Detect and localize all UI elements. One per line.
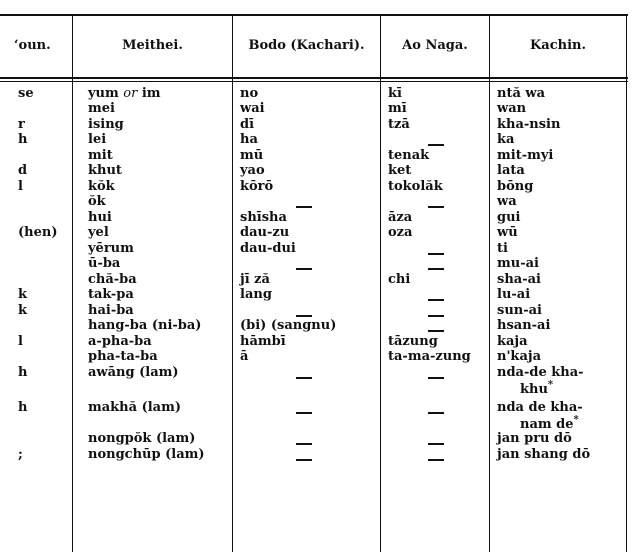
table-top-rule (0, 14, 628, 16)
empty-cell-dash (428, 268, 444, 270)
table-cell-c4: nda-de kha- (497, 365, 584, 380)
table-cell-c3: chi (388, 272, 411, 287)
table-cell-c4: mu-ai (497, 256, 539, 271)
table-cell-c0: l (18, 334, 23, 349)
table-cell-c2: jī ză (240, 272, 270, 287)
table-cell-c2: lang (240, 287, 272, 302)
table-cell-c0: ; (18, 447, 23, 462)
table-cell-c1: hai-ba (88, 303, 134, 318)
table-cell-c0: r (18, 117, 25, 132)
table-cell-c3: tzā (388, 117, 410, 132)
empty-cell-dash (428, 144, 444, 146)
table-cell-c4: lata (497, 163, 525, 178)
table-cell-c3: kī (388, 86, 402, 101)
table-cell-c1: ising (88, 117, 124, 132)
table-cell-c0: l (18, 179, 23, 194)
table-cell-c2: hāmbī (240, 334, 286, 349)
table-cell-c1: nongpŏk (lam) (88, 431, 196, 446)
table-cell-c1: hui (88, 210, 112, 225)
table-cell-c4: sun-ai (497, 303, 542, 318)
table-cell-c1: ū-ba (88, 256, 121, 271)
table-cell-c2: (bi) (sangnu) (240, 318, 337, 333)
table-cell-c1: mit (88, 148, 113, 163)
header-second-rule (0, 81, 628, 82)
table-cell-c1: yel (88, 225, 109, 240)
table-cell-c4: hsan-ai (497, 318, 551, 333)
table-cell-c2: ā (240, 349, 249, 364)
table-cell-c2: kōrō (240, 179, 274, 194)
table-cell-c3: tāzung (388, 334, 438, 349)
table-cell-c1: ŏk (88, 194, 106, 209)
table-cell-c4: kaja (497, 334, 528, 349)
table-cell-c4: jan pru dō (497, 431, 572, 446)
table-cell-c0: h (18, 132, 28, 147)
table-cell-c0: k (18, 287, 28, 302)
table-cell-c0: k (18, 303, 28, 318)
table-cell-c1: pha-ta-ba (88, 349, 158, 364)
table-cell-c2: yao (240, 163, 265, 178)
empty-cell-dash (428, 299, 444, 301)
col-divider-2 (232, 14, 233, 552)
table-cell-c4: gui (497, 210, 521, 225)
empty-cell-dash (428, 253, 444, 255)
empty-cell-dash (428, 443, 444, 445)
header-bodo-kachari: Bodo (Kachari). (248, 38, 365, 53)
empty-cell-dash (428, 377, 444, 379)
empty-cell-dash (428, 459, 444, 461)
header-meithei: Meithei. (122, 38, 183, 53)
table-cell-c2: ha (240, 132, 258, 147)
col-divider-4 (489, 14, 490, 552)
table-cell-c1: kŏk (88, 179, 115, 194)
table-cell-c1: chă-ba (88, 272, 137, 287)
empty-cell-dash (428, 315, 444, 317)
table-cell-c0: se (18, 86, 34, 101)
table-cell-c4-continuation (520, 414, 579, 432)
table-cell-c2: shīsha (240, 210, 287, 225)
empty-cell-dash (296, 315, 312, 317)
table-cell-c2: dau-dui (240, 241, 296, 256)
table-cell-c3: ket (388, 163, 412, 178)
table-cell-c4: lu-ai (497, 287, 531, 302)
table-cell-c2: mū (240, 148, 264, 163)
empty-cell-dash (296, 443, 312, 445)
table-cell-c3: tokolăk (388, 179, 443, 194)
table-cell-c4: bōng (497, 179, 534, 194)
table-cell-c3: mī (388, 101, 407, 116)
table-cell-c4: n'kaja (497, 349, 541, 364)
table-cell-c4: sha-ai (497, 272, 541, 287)
footnote-asterisk: * (547, 379, 554, 391)
table-cell-c1: mei (88, 101, 115, 116)
table-cell-c3: oza (388, 225, 413, 240)
table-cell-c1: makhă (lam) (88, 400, 182, 415)
empty-cell-dash (296, 459, 312, 461)
table-cell-c2: dī (240, 117, 255, 132)
empty-cell-dash (428, 206, 444, 208)
table-cell-c4: wa (497, 194, 517, 209)
continuation-text: nam de (520, 417, 574, 432)
table-cell-c2: dau-zu (240, 225, 290, 240)
table-cell-c4: nda de kha- (497, 400, 583, 415)
empty-cell-dash (428, 330, 444, 332)
empty-cell-dash (296, 377, 312, 379)
table-cell-c4: ntă wa (497, 86, 546, 101)
table-cell-c4: ti (497, 241, 508, 256)
header-noun: ʻoun. (14, 38, 51, 53)
table-cell-c1: lei (88, 132, 107, 147)
table-cell-c1: hang-ba (ni-ba) (88, 318, 202, 333)
table-cell-c4: wan (497, 101, 527, 116)
table-cell-c1: tak-pa (88, 287, 134, 302)
empty-cell-dash (296, 268, 312, 270)
table-cell-c4: kha-nsin (497, 117, 561, 132)
table-cell-c1: a-pha-ba (88, 334, 152, 349)
col-divider-3 (380, 14, 381, 552)
table-cell-c3: āza (388, 210, 413, 225)
table-cell-c1: yum or im (88, 86, 161, 101)
table-cell-c4: wū (497, 225, 518, 240)
table-cell-c1: yērum (88, 241, 134, 256)
table-cell-c4-continuation (520, 379, 554, 397)
table-cell-c2: wai (240, 101, 265, 116)
table-cell-c1: khut (88, 163, 122, 178)
table-cell-c0: d (18, 163, 28, 178)
header-ao-naga: Ao Naga. (402, 38, 468, 53)
header-kachin: Kachin. (529, 38, 586, 53)
empty-cell-dash (296, 412, 312, 414)
table-cell-c1: nongchūp (lam) (88, 447, 205, 462)
table-right-rule (626, 14, 627, 552)
continuation-text: khu (520, 382, 548, 397)
table-cell-c4: ka (497, 132, 515, 147)
header-bottom-rule (0, 77, 628, 79)
empty-cell-dash (296, 206, 312, 208)
footnote-asterisk: * (573, 414, 579, 426)
empty-cell-dash (428, 412, 444, 414)
table-cell-c0: h (18, 365, 28, 380)
table-cell-c0: (hen) (18, 225, 58, 240)
table-cell-c3: ta-ma-zung (388, 349, 471, 364)
table-cell-c4: mit-myi (497, 148, 554, 163)
table-cell-c2: no (240, 86, 259, 101)
table-cell-c1: awāng (lam) (88, 365, 179, 380)
table-cell-c3: tenak (388, 148, 430, 163)
col-divider-1 (72, 14, 73, 552)
table-cell-c0: h (18, 400, 28, 415)
table-cell-c4: jan shang dō (497, 447, 591, 462)
